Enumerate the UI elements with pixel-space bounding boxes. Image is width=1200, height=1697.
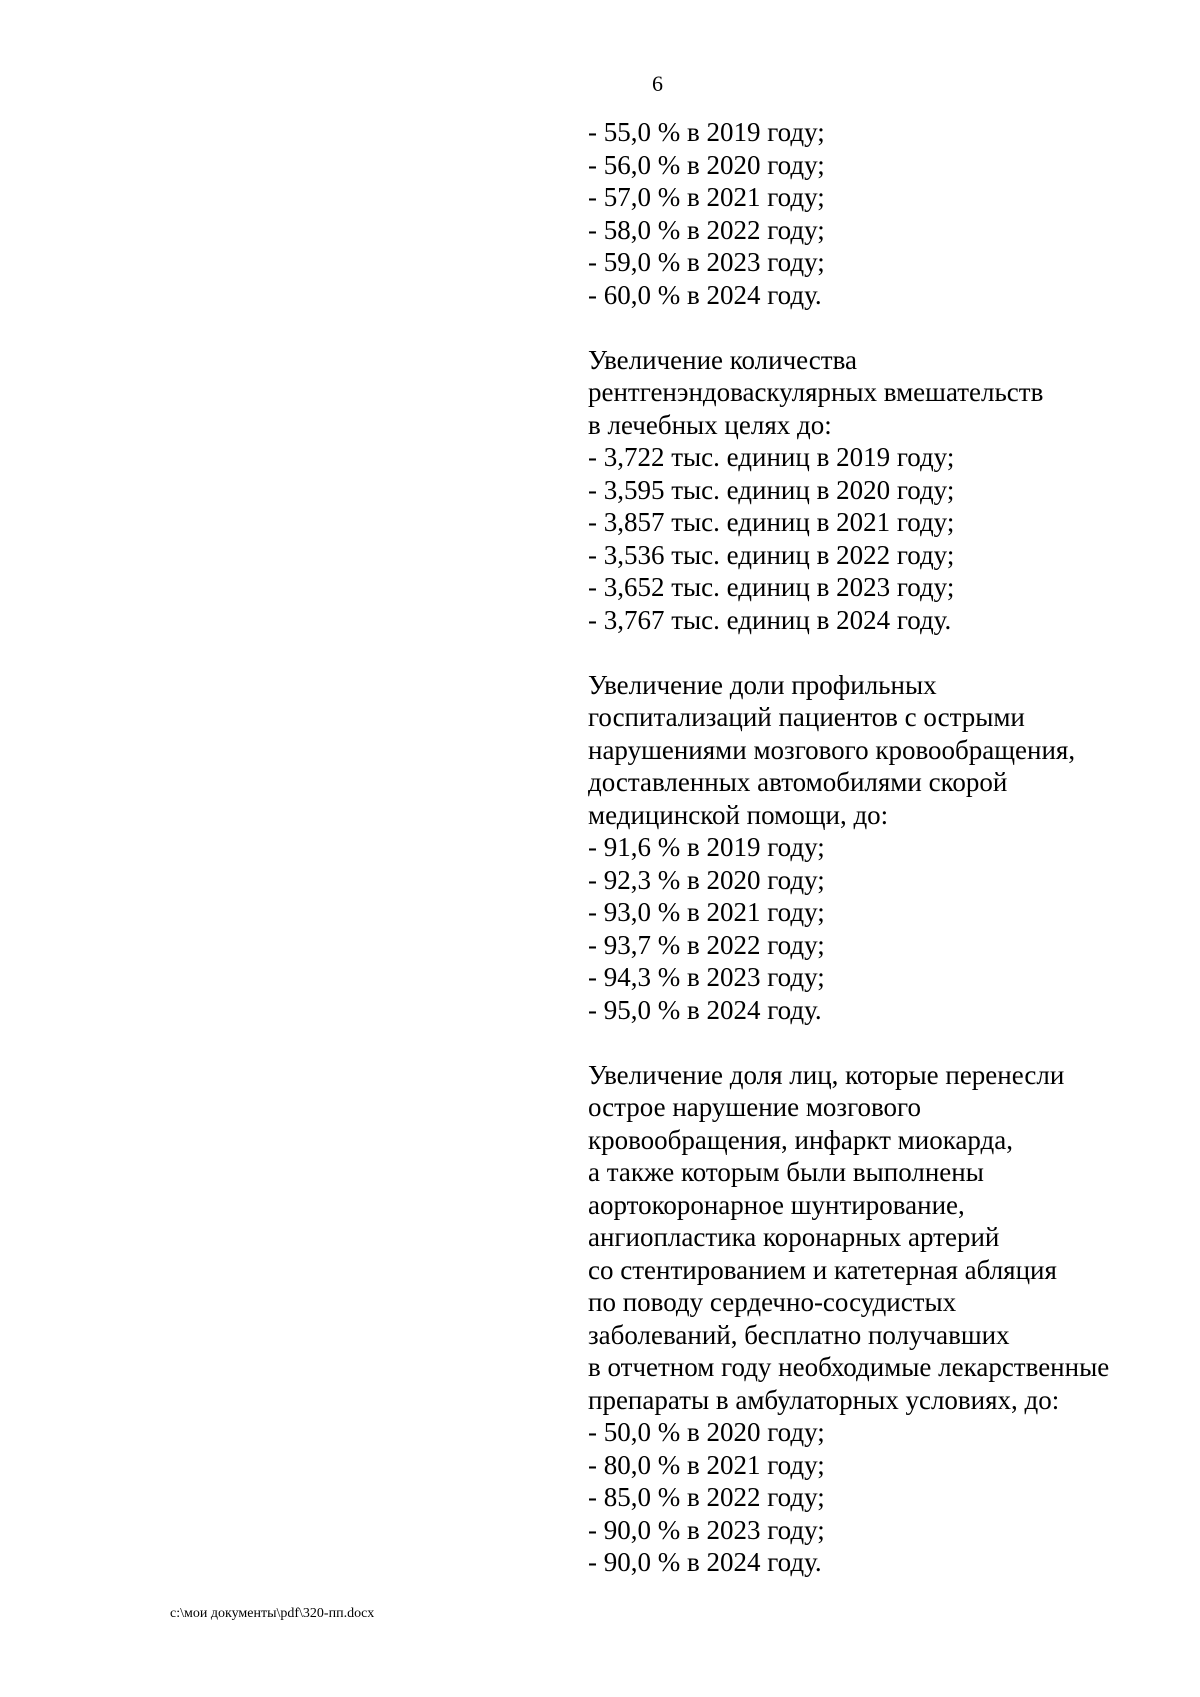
text-line: со стентированием и катетерная абляция xyxy=(588,1254,1057,1285)
text-line: - 57,0 % в 2021 году; xyxy=(588,182,825,212)
text-line: - 90,0 % в 2024 году. xyxy=(588,1547,822,1577)
text-line: - 3,722 тыс. единиц в 2019 году; xyxy=(588,442,955,472)
text-line: - 3,767 тыс. единиц в 2024 году. xyxy=(588,604,952,635)
text-line: - 59,0 % в 2023 году; xyxy=(588,247,825,277)
text-line: по поводу сердечно-сосудистых xyxy=(588,1287,957,1317)
text-line: - 3,652 тыс. единиц в 2023 году; xyxy=(588,572,955,602)
text-line: - 3,595 тыс. единиц в 2020 году; xyxy=(588,474,955,505)
text-line: - 93,7 % в 2022 году; xyxy=(588,929,825,960)
text-line: в лечебных целях до: xyxy=(588,409,832,440)
text-line: - 56,0 % в 2020 году; xyxy=(588,149,825,180)
text-line: - 92,3 % в 2020 году; xyxy=(588,864,825,895)
text-line: нарушениями мозгового кровообращения, xyxy=(588,734,1076,765)
indicator-block-percent-2019-2024 xyxy=(588,116,1188,311)
text-line: - 3,857 тыс. единиц в 2021 году; xyxy=(588,507,955,537)
text-line: в отчетном году необходимые лекарственные xyxy=(588,1352,1110,1382)
indicator-block-xray-endovascular xyxy=(588,344,1188,637)
text-line: заболеваний, бесплатно получавших xyxy=(588,1319,1010,1350)
text-line: а также которым были выполнены xyxy=(588,1157,984,1187)
text-line: Увеличение доля лиц, которые перенесли xyxy=(588,1059,1065,1090)
text-line: - 50,0 % в 2020 году; xyxy=(588,1417,825,1447)
text-line: - 55,0 % в 2019 году; xyxy=(588,117,825,147)
text-line: Увеличение количества xyxy=(588,344,857,375)
text-line: рентгенэндоваскулярных вмешательств xyxy=(588,377,1044,407)
text-line: - 3,536 тыс. единиц в 2022 году; xyxy=(588,539,955,570)
text-line: ангиопластика коронарных артерий xyxy=(588,1222,1000,1252)
text-line: - 95,0 % в 2024 году. xyxy=(588,994,822,1025)
text-line: - 58,0 % в 2022 году; xyxy=(588,214,825,245)
text-line: аортокоронарное шунтирование, xyxy=(588,1189,965,1220)
text-line: медицинской помощи, до: xyxy=(588,799,889,830)
document-body xyxy=(588,116,1188,1611)
text-line: - 90,0 % в 2023 году; xyxy=(588,1514,825,1545)
text-line: острое нарушение мозгового xyxy=(588,1092,921,1122)
text-line: - 85,0 % в 2022 году; xyxy=(588,1482,825,1512)
text-line: доставленных автомобилями скорой xyxy=(588,767,1008,797)
text-line: препараты в амбулаторных условиях, до: xyxy=(588,1384,1060,1415)
text-line: - 60,0 % в 2024 году. xyxy=(588,279,822,310)
text-line: кровообращения, инфаркт миокарда, xyxy=(588,1124,1014,1155)
text-line: - 91,6 % в 2019 году; xyxy=(588,832,825,862)
text-line: госпитализаций пациентов с острыми xyxy=(588,702,1025,732)
text-line: - 80,0 % в 2021 году; xyxy=(588,1449,825,1480)
footer-file-path: c:\мои документы\pdf\320-пп.docx xyxy=(170,1606,375,1621)
text-line: - 93,0 % в 2021 году; xyxy=(588,897,825,927)
text-line: - 94,3 % в 2023 году; xyxy=(588,962,825,992)
page-number: 6 xyxy=(652,71,663,96)
indicator-block-stroke-hospitalizations xyxy=(588,669,1188,1027)
indicator-block-free-medication xyxy=(588,1059,1188,1579)
text-line: Увеличение доли профильных xyxy=(588,669,937,700)
